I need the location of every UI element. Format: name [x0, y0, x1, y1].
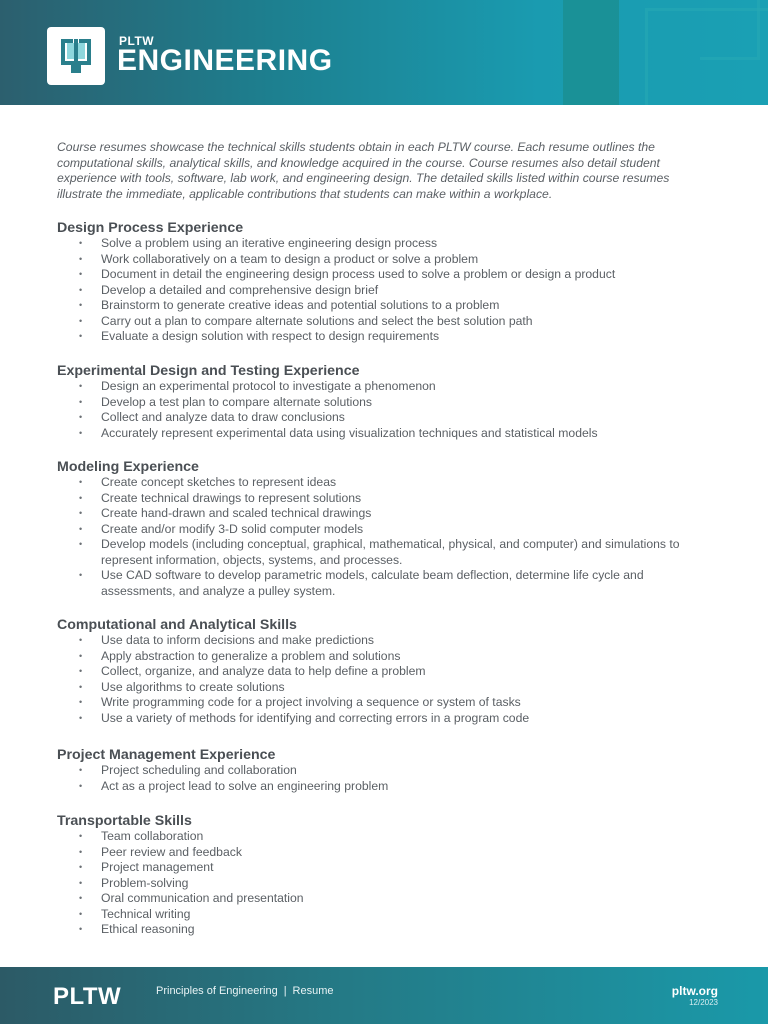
bullet-icon: • — [79, 765, 83, 775]
list-item — [57, 537, 717, 568]
section-2 — [57, 458, 717, 599]
bullet-icon: • — [79, 908, 83, 919]
list-item — [57, 522, 717, 538]
section-title: Design Process Experience — [57, 220, 244, 236]
bullet-icon: • — [79, 570, 83, 580]
list-item-text: Brainstorm to generate creative ideas and potential solutions to a problem — [101, 298, 500, 312]
bullet-icon: • — [79, 539, 83, 549]
bullet-icon: • — [79, 492, 83, 503]
list-item-text: Problem-solving — [101, 875, 189, 890]
list-item-text: Collect and analyze data to draw conclusions — [101, 410, 345, 424]
bullet-icon: • — [79, 477, 83, 487]
section-title: Experimental Design and Testing Experience — [57, 363, 360, 379]
bullet-icon: • — [79, 300, 83, 310]
bullet-icon: • — [79, 315, 83, 326]
list-item-text: Carry out a plan to compare alternate solutions and select the best solution path — [101, 313, 533, 328]
list-item-text: Peer review and feedback — [101, 844, 242, 859]
footer-course-line — [156, 985, 334, 997]
list-item-text: Collect, organize, and analyze data to help define a problem — [101, 664, 426, 678]
list-item-text: Evaluate a design solution with respect to design requirements — [101, 329, 440, 343]
list-item — [57, 252, 717, 268]
bullet-icon: • — [79, 381, 83, 391]
bullet-icon: • — [79, 269, 83, 279]
list-item — [57, 475, 717, 491]
footer-logo: PLTW — [53, 983, 122, 1010]
bullet-icon: • — [79, 331, 83, 341]
footer-separator: | — [283, 985, 287, 997]
bullet-list — [57, 236, 717, 345]
pltw-engineering-logo-icon — [47, 27, 105, 85]
intro-paragraph: Course resumes showcase the technical skills students obtain in each PLTW course. Each resume outlines the computational skills, analytical skills, and knowledge acquired in the course. Course resumes also detail student experience with tools, software, lab work, and engineering design. The detailed skills listed within course resumes illustrate the immediate, applicable contributions that students can make within a workplace. — [57, 140, 670, 201]
list-item — [57, 506, 717, 522]
list-item — [57, 314, 717, 330]
bullet-icon: • — [79, 780, 83, 791]
footer-url-link[interactable]: pltw.org — [671, 984, 718, 998]
list-item-text: Write programming code for a project involving a sequence or system of tasks — [101, 695, 521, 709]
list-item-text: Use a variety of methods for identifying and correcting errors in a program code — [101, 710, 530, 725]
section-3 — [57, 616, 717, 726]
section-4 — [57, 746, 717, 794]
section-title: Transportable Skills — [57, 813, 192, 829]
section-title: Modeling Experience — [57, 459, 199, 475]
list-item-text: Oral communication and presentation — [101, 891, 304, 905]
list-item-text: Solve a problem using an iterative engineering design process — [101, 236, 438, 250]
list-item — [57, 711, 717, 727]
bullet-icon: • — [79, 893, 83, 903]
list-item — [57, 695, 717, 711]
list-item — [57, 922, 717, 938]
bullet-list — [57, 763, 717, 794]
list-item-text: Use CAD software to develop parametric models, calculate beam deflection, determine life cycle and assessments, and analyze a pulley system. — [101, 568, 644, 598]
list-item-text: Accurately represent experimental data using visualization techniques and statistical models — [101, 425, 598, 440]
bullet-icon: • — [79, 650, 83, 661]
list-item — [57, 860, 717, 876]
list-item — [57, 426, 717, 442]
header-banner — [0, 0, 768, 105]
bullet-icon: • — [79, 253, 83, 264]
list-item — [57, 298, 717, 314]
bullet-icon: • — [79, 681, 83, 692]
section-0 — [57, 219, 717, 345]
list-item — [57, 664, 717, 680]
list-item — [57, 236, 717, 252]
list-item-text: Use algorithms to create solutions — [101, 679, 285, 694]
section-title: Project Management Experience — [57, 747, 276, 763]
bullet-icon: • — [79, 862, 83, 872]
bullet-icon: • — [79, 635, 83, 645]
bullet-icon: • — [79, 427, 83, 438]
list-item-text: Team collaboration — [101, 829, 204, 843]
bullet-list — [57, 379, 717, 441]
bullet-icon: • — [79, 697, 83, 707]
list-item — [57, 779, 717, 795]
bullet-icon: • — [79, 831, 83, 841]
list-item — [57, 283, 717, 299]
header-decoration-band — [563, 0, 619, 105]
header-decoration-line — [700, 0, 760, 60]
list-item — [57, 267, 717, 283]
bullet-icon: • — [79, 238, 83, 248]
footer-date: 12/2023 — [689, 998, 718, 1007]
list-item — [57, 829, 717, 845]
list-item-text: Technical writing — [101, 906, 191, 921]
list-item-text: Create hand-drawn and scaled technical drawings — [101, 506, 372, 520]
footer-banner — [0, 967, 768, 1024]
list-item — [57, 845, 717, 861]
list-item-text: Project management — [101, 860, 214, 874]
bullet-icon: • — [79, 523, 83, 534]
list-item-text: Create and/or modify 3-D solid computer models — [101, 521, 364, 536]
list-item-text: Work collaboratively on a team to design a product or solve a problem — [101, 251, 479, 266]
bullet-icon: • — [79, 712, 83, 723]
list-item — [57, 907, 717, 923]
list-item-text: Act as a project lead to solve an engineering problem — [101, 778, 389, 793]
list-item — [57, 633, 717, 649]
brand-small-text: PLTW — [119, 34, 155, 48]
list-item — [57, 379, 717, 395]
list-item — [57, 680, 717, 696]
list-item-text: Create technical drawings to represent solutions — [101, 490, 362, 505]
list-item — [57, 891, 717, 907]
bullet-icon: • — [79, 412, 83, 422]
bullet-icon: • — [79, 924, 83, 934]
footer-doc-type: Resume — [292, 985, 334, 997]
list-item-text: Use data to inform decisions and make predictions — [101, 633, 375, 647]
list-item — [57, 763, 717, 779]
list-item — [57, 649, 717, 665]
brand-title: ENGINEERING — [117, 44, 333, 77]
bullet-icon: • — [79, 396, 83, 407]
list-item-text: Document in detail the engineering design process used to solve a problem or design a product — [101, 267, 616, 281]
section-1 — [57, 362, 717, 441]
list-item-text: Project scheduling and collaboration — [101, 763, 297, 777]
list-item — [57, 568, 717, 599]
list-item — [57, 491, 717, 507]
list-item — [57, 876, 717, 892]
list-item-text: Apply abstraction to generalize a problem and solutions — [101, 648, 401, 663]
list-item-text: Develop a test plan to compare alternate solutions — [101, 394, 372, 409]
bullet-icon: • — [79, 877, 83, 888]
section-5 — [57, 812, 717, 938]
bullet-list — [57, 633, 717, 726]
bullet-icon: • — [79, 846, 83, 857]
list-item — [57, 410, 717, 426]
list-item-text: Create concept sketches to represent ideas — [101, 475, 337, 489]
section-title: Computational and Analytical Skills — [57, 617, 297, 633]
footer-course-name: Principles of Engineering — [156, 985, 278, 997]
bullet-list — [57, 829, 717, 938]
bullet-icon: • — [79, 284, 83, 295]
bullet-icon: • — [79, 508, 83, 518]
list-item-text: Develop models (including conceptual, graphical, mathematical, physical, and computer) and simulations to represent information, objects, systems, and processes. — [101, 537, 680, 567]
bullet-list — [57, 475, 717, 599]
list-item-text: Design an experimental protocol to investigate a phenomenon — [101, 379, 436, 393]
list-item — [57, 329, 717, 345]
list-item-text: Develop a detailed and comprehensive design brief — [101, 282, 379, 297]
list-item — [57, 395, 717, 411]
bullet-icon: • — [79, 666, 83, 676]
list-item-text: Ethical reasoning — [101, 922, 195, 936]
